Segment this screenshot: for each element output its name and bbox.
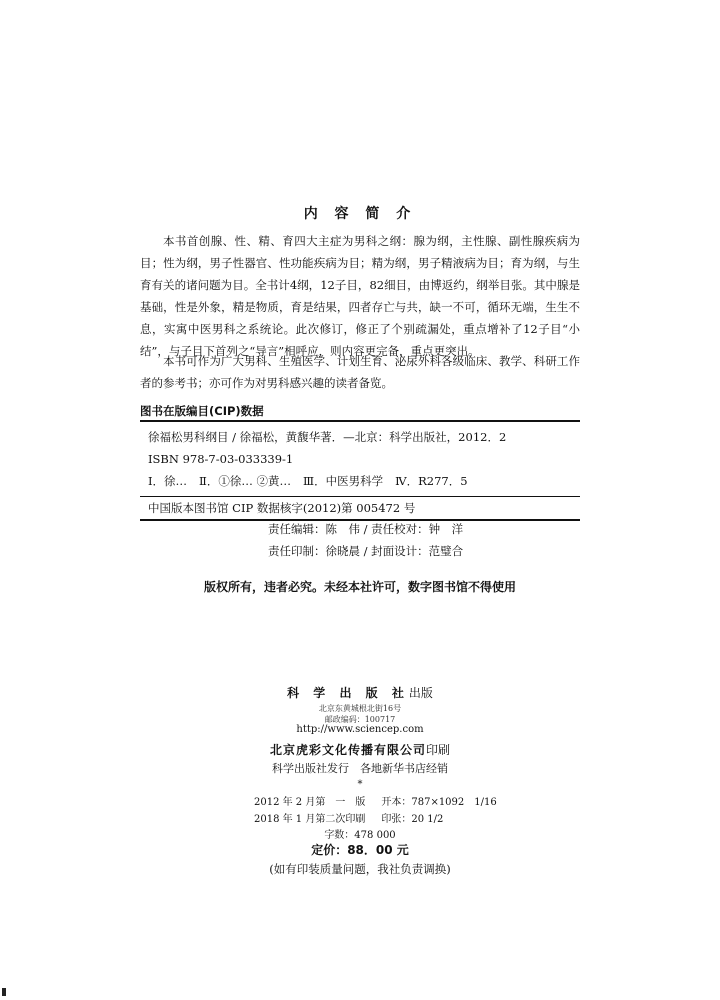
first-edition: 2012 年 2 月第 一 版 bbox=[254, 797, 366, 808]
summary-paragraph-text: 本书首创腺、性、精、育四大主症为男科之纲：腺为纲，主性腺、副性腺疾病为目；性为纲，男子性器官、性功能疾病为目；精为纲，男子精液病为目；育为纲，与生育有关的诸问题为目。全书计4纲，12子目，82细目，由博返约，纲举目张。其中腺是基础，性是外象，精是物质，育是结果，四者存亡与共，缺一不可，循环无端，生生不息，实寓中医男科之系统论。此次修订，修正了个别疏漏处，重点增补了12子目“小结”，与子目下首列之“导言”相呼应，则内容更完备，重点更突出。 bbox=[140, 234, 580, 358]
publisher-name-text: 科 学 出 版 社 bbox=[287, 686, 409, 700]
print-sheets: 印张：20 1/2 bbox=[381, 814, 444, 825]
cip-title-line: 徐福松男科纲目 / 徐福松，黄馥华著．—北京：科学出版社，2012．2 bbox=[148, 430, 507, 444]
staff-editors: 责任编辑：陈 伟 / 责任校对：钟 洋 bbox=[268, 522, 464, 536]
cip-classification bbox=[140, 470, 580, 492]
publisher-address: 北京东黄城根北街16号 bbox=[318, 704, 402, 713]
printer-name-text: 北京虎彩文化传播有限公司 bbox=[269, 743, 426, 757]
edition-line-2 bbox=[254, 810, 443, 825]
cip-data-block bbox=[140, 402, 580, 521]
edition-line-1 bbox=[254, 793, 497, 808]
cip-class-item: Ⅱ．①徐… ②黄… bbox=[199, 474, 292, 488]
publisher-url: http://www.sciencep.com bbox=[296, 724, 424, 735]
publisher-name-suffix: 出版 bbox=[408, 686, 433, 700]
cip-class-item: Ⅳ．R277．5 bbox=[395, 474, 468, 488]
publisher-postcode: 邮政编码：100717 bbox=[324, 715, 396, 724]
summary-paragraph-1 bbox=[140, 230, 580, 362]
copyright-notice: 版权所有，违者必究。未经本社许可，数字图书馆不得使用 bbox=[203, 580, 516, 594]
distribution-line: 科学出版社发行 各地新华书店经销 bbox=[272, 762, 448, 775]
summary-paragraph-2 bbox=[140, 350, 580, 394]
cip-record bbox=[140, 422, 580, 496]
return-policy-note: (如有印装质量问题，我社负责调换) bbox=[269, 862, 451, 876]
summary-title: 内 容 简 介 bbox=[303, 206, 417, 222]
reprint-info: 2018 年 1 月第二次印刷 bbox=[254, 814, 366, 825]
summary-paragraph-text: 本书可作为广大男科、生殖医学、计划生育、泌尿外科各级临床、教学、科研工作者的参考书；亦可作为对男科感兴趣的读者备览。 bbox=[140, 354, 580, 390]
book-format: 开本：787×1092 1/16 bbox=[381, 797, 497, 808]
cip-isbn: ISBN 978-7-03-033339-1 bbox=[148, 452, 294, 466]
cip-approval-number: 中国版本图书馆 CIP 数据核字(2012)第 005472 号 bbox=[148, 501, 416, 515]
publisher-name bbox=[0, 684, 720, 701]
corner-mark bbox=[2, 988, 6, 996]
price: 定价：88．00 元 bbox=[311, 843, 409, 857]
cip-class-item: Ⅰ．徐… bbox=[148, 474, 188, 488]
staff-production: 责任印制：徐晓晨 / 封面设计：范璧合 bbox=[268, 544, 464, 558]
separator-star: * bbox=[357, 779, 363, 790]
word-count: 字数：478 000 bbox=[324, 830, 396, 841]
cip-class-item: Ⅲ．中医男科学 bbox=[303, 474, 384, 488]
printer-name bbox=[0, 741, 720, 758]
printer-name-suffix: 印刷 bbox=[426, 743, 451, 757]
cip-heading: 图书在版编目(CIP)数据 bbox=[140, 404, 264, 418]
